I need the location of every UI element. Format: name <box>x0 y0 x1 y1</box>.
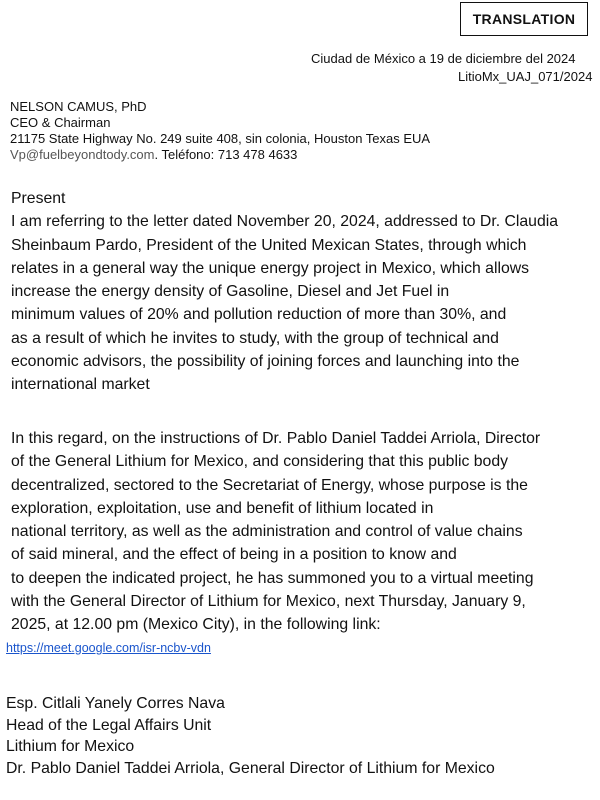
paragraph-line: 2025, at 12.00 pm (Mexico City), in the following link: <box>11 616 381 634</box>
paragraph-line: Sheinbaum Pardo, President of the United Mexican States, through which <box>11 236 527 254</box>
paragraph-line: economic advisors, the possibility of joining forces and launching into the <box>11 353 520 371</box>
signer-name: Esp. Citlali Yanely Corres Nava <box>6 695 225 712</box>
paragraph-line: with the General Director of Lithium for Mexico, next Thursday, January 9, <box>11 593 526 611</box>
paragraph-line: decentralized, sectored to the Secretariat of Energy, whose purpose is the <box>11 476 528 494</box>
paragraph-line: In this regard, on the instructions of Dr. Pablo Daniel Taddei Arriola, Director <box>11 430 541 447</box>
paragraph-line: I am referring to the letter dated November 20, 2024, addressed to Dr. Claudia <box>11 213 559 231</box>
recipient-block <box>10 99 430 163</box>
paragraph-line: of said mineral, and the effect of being in a position to know and <box>11 546 457 564</box>
signer-position: Head of the Legal Affairs Unit <box>6 716 212 734</box>
paragraph-line: exploration, exploitation, use and benefit of lithium located in <box>11 499 434 517</box>
paragraph-introduction <box>11 187 558 397</box>
signature-block <box>6 693 495 779</box>
paragraph-line: as a result of which he invites to study, with the group of technical and <box>11 329 499 347</box>
signer-director-line: Dr. Pablo Daniel Taddei Arriola, General Director of Lithium for Mexico <box>6 759 495 777</box>
recipient-name: NELSON CAMUS, PhD <box>10 99 147 114</box>
recipient-title: CEO & Chairman <box>10 115 111 130</box>
recipient-email: Vp@fuelbeyondtody.com <box>10 147 155 162</box>
meeting-link[interactable]: https://meet.google.com/isr-ncbv-vdn <box>6 641 211 655</box>
recipient-contact <box>10 147 430 163</box>
recipient-phone: . Teléfono: 713 478 4633 <box>154 147 298 162</box>
paragraph-line: relates in a general way the unique energy project in Mexico, which allows <box>11 259 530 277</box>
paragraph-line: minimum values of 20% and pollution reduction of more than 30%, and <box>11 306 507 324</box>
paragraph-line: to deepen the indicated project, he has summoned you to a virtual meeting <box>11 569 534 587</box>
paragraph-line: international market <box>11 376 150 394</box>
signer-organization: Lithium for Mexico <box>6 738 135 755</box>
paragraph-line: of the General Lithium for Mexico, and considering that this public body <box>11 453 509 471</box>
date-line: Ciudad de México a 19 de diciembre del 2024 <box>311 51 576 66</box>
paragraph-line: increase the energy density of Gasoline, Diesel and Jet Fuel in <box>11 283 450 301</box>
recipient-address: 21175 State Highway No. 249 suite 408, sin colonia, Houston Texas EUA <box>10 131 431 146</box>
translation-stamp: TRANSLATION <box>460 2 588 36</box>
reference-number: LitioMx_UAJ_071/2024 <box>458 69 593 84</box>
paragraph-meeting <box>11 427 540 637</box>
paragraph-line: national territory, as well as the administration and control of value chains <box>11 523 523 541</box>
salutation: Present <box>11 190 66 207</box>
